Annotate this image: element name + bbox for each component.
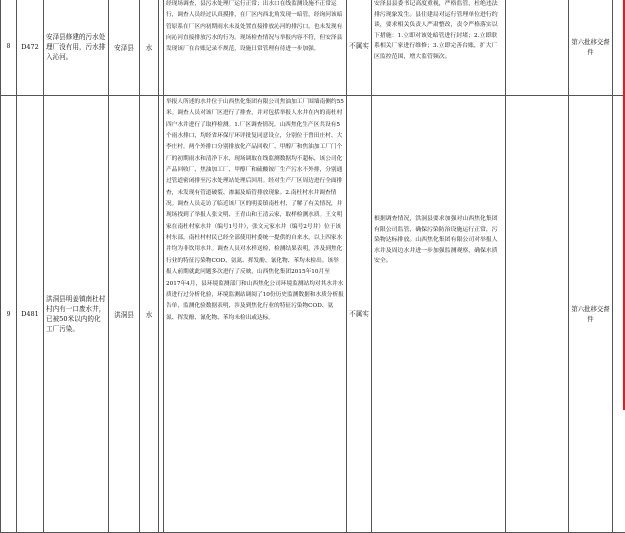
pollution-type: 水 [140, 96, 159, 533]
batch-note: 第六批移交督件 [569, 0, 613, 96]
table-row [1, 96, 625, 533]
row-index: 9 [1, 96, 17, 533]
pollution-type: 水 [140, 0, 159, 96]
investigation-findings: 经现场调查，县污水处理厂运行正常；出水口在线监测设施不正常运行，调查人员经过认真摸排，在厂区内西北角发现一暗管，经询问该暗管原系在厂区内初期雨水未及处置直接排放沁河的排污口，也未发现有向沁河直接排放污水的行为。现场检查情况与举报内容不符，但安泽县发现该厂在台账记录不规范，设施日常管理有待进一步加强。 [164, 0, 347, 96]
complaint-title: 安泽县修建的污水处理厂没有用，污水排入沁河。 [44, 0, 109, 96]
row-index: 8 [1, 0, 17, 96]
empty-cell [506, 0, 569, 96]
investigation-findings: 举报人所述的水井位于山西焦化集团有限公司焦油加工厂围墙南侧约55米。调查人员对该厂区进行了排查，并对包括举报人水井在内的南杜村四户水井进行了取样检测。1.厂区调查情况。山西焦化生产区共设有5个雨水排口，均经省环保厅环评批复同意设立，分别位于曾田庄村、大李庄村。两个外排口分别排放化产品回收厂、甲醇厂和焦油加工厂门个厂的初期雨水和清净下水，现场调取在线监测数据均不超标，该公司化产品回收厂、焦油加工厂、甲醇厂和硫酸铵厂生产污水不外排，分别通过管道密闭排至污水处理站处理后回用。经对生产厂区周边进行全面排查，未发现有管道破裂、渗漏及暗管排放现象。2.南杜村水井调查情况。调查人员走访了临近该厂区的明姜镇南杜村，了解了有关情况，并现场找到了举报人张文明、王青山和王清云家，取样检测水质。王文明家在南杜村家水井（编号1号井），张文元家水井（编号2号井）位于该村东部，南杜村村民已经全部使用村委统一提供的自来水，以上四家水井均为非饮用水井。调查人员对水样送检，检测结果表明，涉及到焦化行业的特征污染物COD、氨氮、挥发酚、氰化物、苯均未检出。该举报人前期就此问题多次进行了反映，山西焦化集团2015年10月至2017年4月，县环境监测部门和山西焦化公司环境监测站均对其水井水质进行过分析化验，环境监测站调阅了10份历史监测数据和水质分析报告单，监测化验数据表明，涉及到焦化行业的特征污染物COD、氨氮、挥发酚、氰化物、苯均未检出或达标。 [164, 96, 347, 533]
verdict: 不属实 [347, 0, 372, 96]
table-row [1, 0, 625, 96]
empty-cell [506, 96, 569, 533]
county: 安泽县 [109, 0, 140, 96]
verdict: 不属实 [347, 96, 372, 533]
complaint-title: 洪洞县明姜镇南杜村村内有一口废水井，已被50米以内的化工厂污染。 [44, 96, 109, 533]
case-id: D472 [17, 0, 44, 96]
case-id: D481 [17, 96, 44, 533]
rectification-action: 安泽县县委书记高度重视，严格监管，杜绝违法排污现象发生。县住建局对运行管理单位进行约谈，要求相关负责人严肃整改，责令严格落实以下措施：1.立即对该处暗管进行封堵；2.立即联系相关厂家进行维修；3.立即完善台账，扩大厂区监控范围，增大监管频次。 [372, 0, 506, 96]
batch-note: 第六批移交督件 [569, 96, 613, 533]
county: 洪洞县 [109, 96, 140, 533]
rectification-action: 根据调查情况，洪洞县要求加强对山西焦化集团有限公司监管，确保污染防治设施运行正常，污染物达标排放。山西焦化集团有限公司对举报人水井及周边水井进一步加强监测观察，确保水质安全。 [372, 96, 506, 533]
